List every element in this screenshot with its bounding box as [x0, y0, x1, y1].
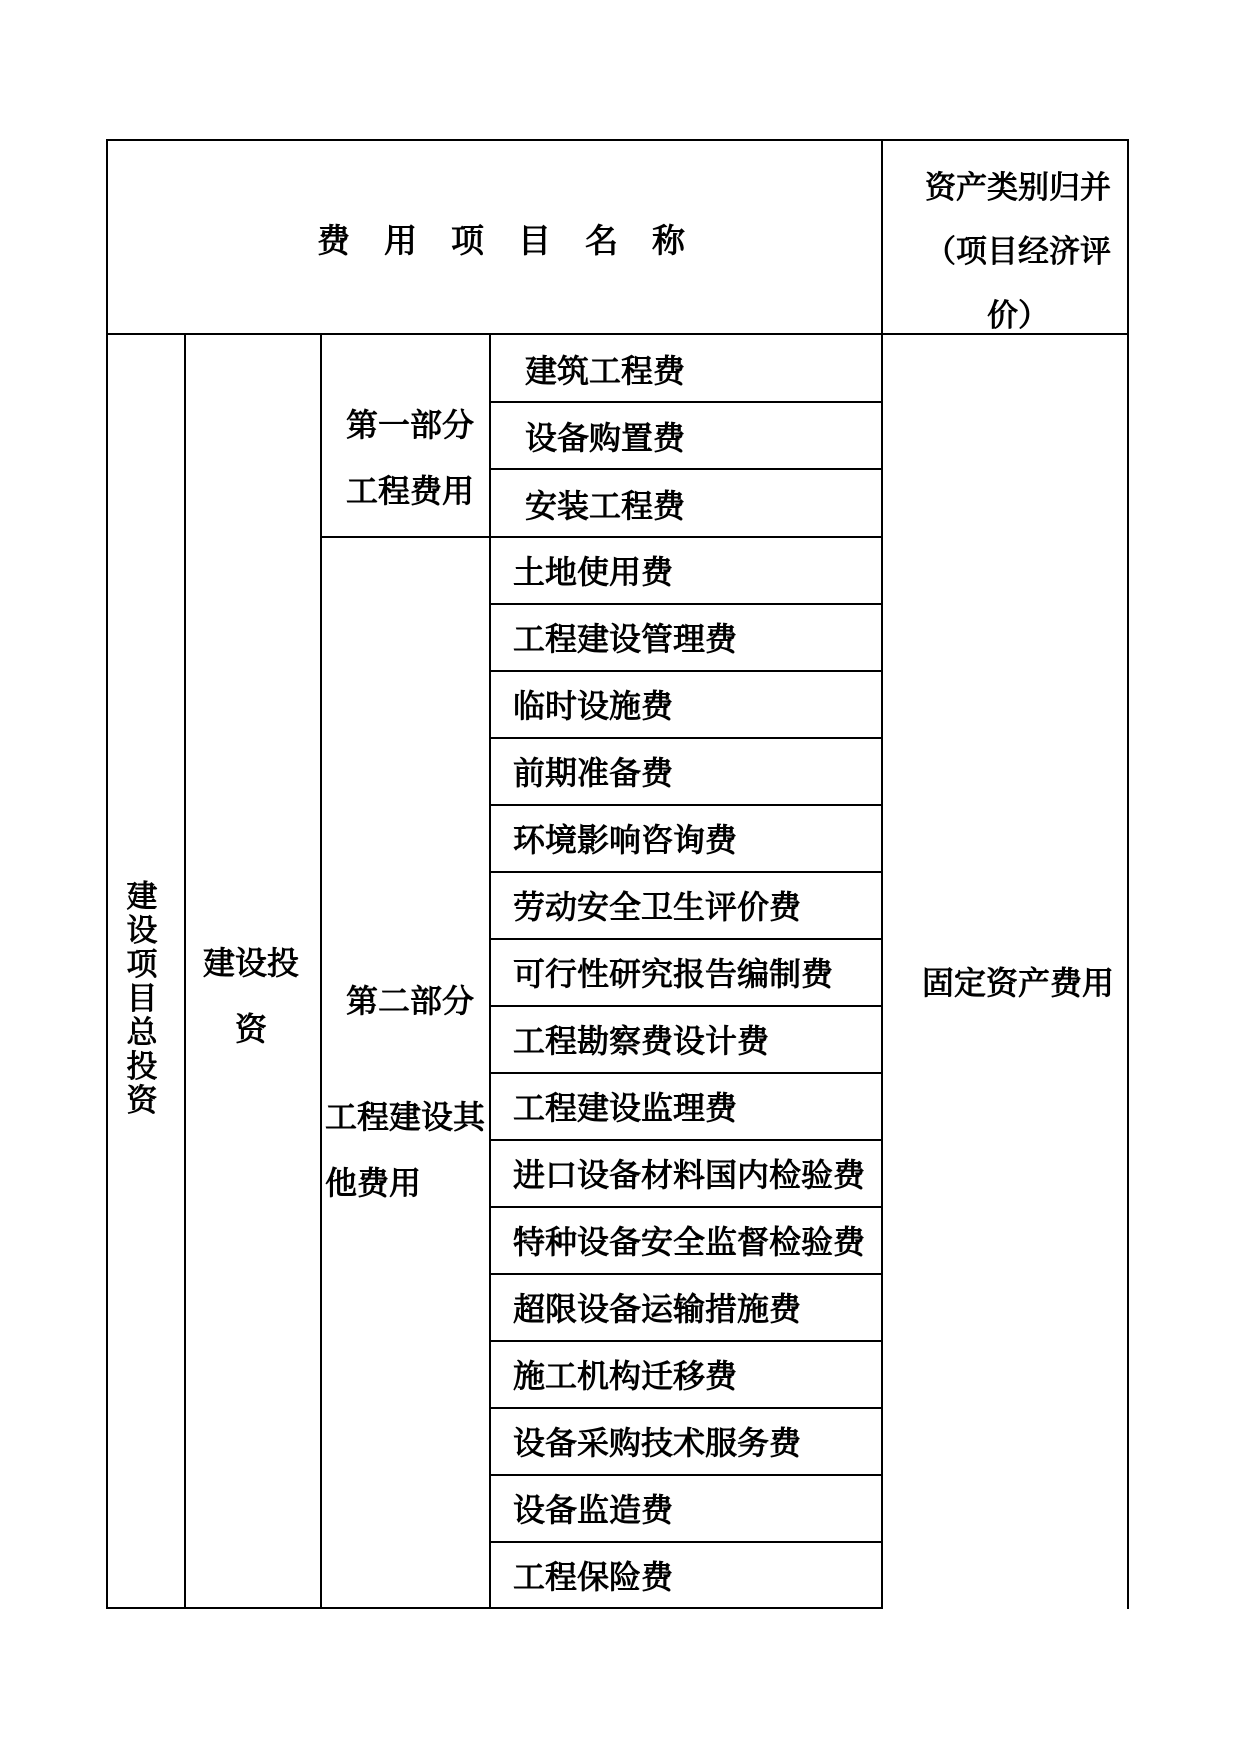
- part2-row-divider: [489, 1407, 883, 1409]
- part-divider: [320, 536, 883, 538]
- part2-row-divider: [489, 1340, 883, 1342]
- part2-item: 前期准备费: [513, 754, 674, 792]
- part1-label-line: 工程费用: [345, 472, 474, 510]
- part2-row-divider: [489, 1206, 883, 1208]
- part2-item: 工程勘察费设计费: [513, 1022, 770, 1060]
- column-divider-1: [184, 333, 186, 1609]
- asset-category-header: [895, 156, 1141, 348]
- part2-item: 设备监造费: [513, 1491, 674, 1529]
- page-title: 费用项目名称: [317, 221, 719, 260]
- part2-item: 土地使用费: [513, 553, 674, 591]
- table-bottom-border: [106, 1607, 883, 1609]
- part2-label: 第二部分: [345, 982, 474, 1020]
- part2-item: 进口设备材料国内检验费: [513, 1156, 866, 1194]
- part1-row-divider: [489, 468, 883, 470]
- part2-row-divider: [489, 1541, 883, 1543]
- part2-row-divider: [489, 737, 883, 739]
- part2-item: 特种设备安全监督检验费: [513, 1223, 866, 1261]
- column-divider-4: [881, 139, 883, 1609]
- total-investment-label: 建设项目总投资: [126, 879, 158, 1119]
- construction-investment-label: 建设投资: [202, 944, 299, 1048]
- asset-category-header-line: 资产类别归并: [925, 170, 1111, 206]
- part2-item: 工程保险费: [513, 1558, 674, 1596]
- part2-item: 环境影响咨询费: [513, 821, 738, 859]
- part2-row-divider: [489, 1005, 883, 1007]
- part2-row-divider: [489, 1139, 883, 1141]
- part2-row-divider: [489, 1474, 883, 1476]
- part1-item: 安装工程费: [525, 487, 686, 525]
- part2-row-divider: [489, 670, 883, 672]
- part2-item: 工程建设监理费: [513, 1089, 738, 1127]
- table-top-border: [106, 139, 1129, 141]
- part1-label: [326, 392, 494, 524]
- part2-label: [325, 1084, 495, 1216]
- part2-row-divider: [489, 1273, 883, 1275]
- part2-row-divider: [489, 1072, 883, 1074]
- part2-label-line: 工程建设其: [325, 1098, 486, 1136]
- part2-row-divider: [489, 804, 883, 806]
- part2-row-divider: [489, 938, 883, 940]
- part2-item: 超限设备运输措施费: [513, 1290, 802, 1328]
- part2-item: 施工机构迁移费: [513, 1357, 738, 1395]
- part2-row-divider: [489, 871, 883, 873]
- part1-label-line: 第一部分: [345, 406, 474, 444]
- table-left-border: [106, 139, 108, 1609]
- part2-label-line: 他费用: [325, 1164, 422, 1202]
- asset-category-header-line: （项目经济评: [925, 234, 1111, 270]
- part2-item: 设备采购技术服务费: [513, 1424, 802, 1462]
- part1-item: 设备购置费: [525, 419, 686, 457]
- part2-item: 临时设施费: [513, 687, 674, 725]
- part1-item: 建筑工程费: [525, 352, 686, 390]
- asset-category-value: 固定资产费用: [921, 964, 1114, 1002]
- column-divider-2: [320, 333, 322, 1609]
- table-right-border: [1127, 139, 1129, 1609]
- part2-item: 可行性研究报告编制费: [513, 955, 834, 993]
- part2-item: 工程建设管理费: [513, 620, 738, 658]
- part2-item: 劳动安全卫生评价费: [513, 888, 802, 926]
- part2-row-divider: [489, 603, 883, 605]
- column-divider-3: [489, 333, 491, 1609]
- part1-row-divider: [489, 401, 883, 403]
- asset-category-header-line: 价）: [987, 298, 1049, 334]
